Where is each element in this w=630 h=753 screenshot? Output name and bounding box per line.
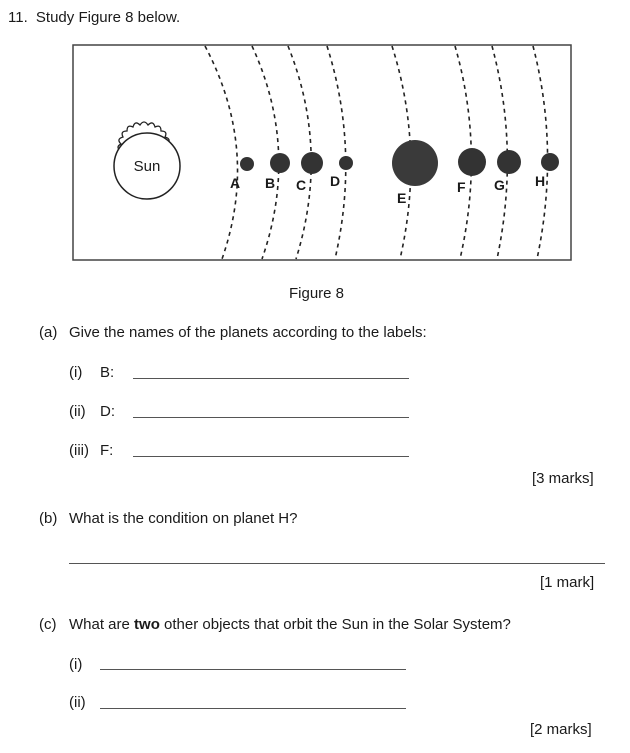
- planet-e: [392, 140, 438, 186]
- svg-text:C: C: [296, 177, 307, 193]
- part-a-item-2-letter: D:: [100, 403, 115, 420]
- part-c-text-post: other objects that orbit the Sun in the Solar System?: [159, 616, 511, 633]
- planet-g: [497, 150, 521, 174]
- answer-line-a-iii[interactable]: [133, 456, 409, 457]
- part-c-question: [69, 616, 511, 633]
- part-a-marks: [3 marks]: [532, 470, 594, 487]
- sun-label: Sun: [133, 158, 161, 175]
- figure-8: [0, 0, 630, 280]
- answer-line-c-ii[interactable]: [100, 708, 406, 709]
- svg-text:B: B: [265, 175, 276, 191]
- question-number: 11.: [8, 9, 28, 26]
- part-a-item-1-letter: B:: [100, 364, 115, 381]
- planets: [240, 140, 559, 186]
- part-c-text-pre: What are: [69, 616, 135, 633]
- part-a-label: (a): [39, 324, 58, 341]
- part-c-item-2-num: (ii): [69, 694, 86, 711]
- svg-text:F: F: [457, 179, 466, 195]
- part-c-text-bold: two: [134, 616, 160, 633]
- svg-text:A: A: [230, 175, 241, 191]
- part-b-question: What is the condition on planet H?: [69, 510, 298, 527]
- svg-text:D: D: [330, 173, 341, 189]
- part-a-question: Give the names of the planets according to the labels:: [69, 324, 427, 341]
- question-intro: Study Figure 8 below.: [35, 9, 181, 26]
- planet-b: [270, 153, 290, 173]
- svg-text:E: E: [397, 190, 407, 206]
- answer-line-a-i[interactable]: [133, 378, 409, 379]
- planet-c: [301, 152, 323, 174]
- part-a-item-3-num: (iii): [69, 442, 89, 459]
- figure-caption: Figure 8: [289, 285, 345, 302]
- part-a-item-1-num: (i): [69, 364, 83, 381]
- solar-system-diagram: [0, 0, 630, 280]
- part-a-item-2-num: (ii): [69, 403, 86, 420]
- part-a-item-3-letter: F:: [100, 442, 114, 459]
- planet-a: [240, 157, 254, 171]
- planet-d: [339, 156, 353, 170]
- part-c-item-1-num: (i): [69, 656, 83, 673]
- answer-line-b[interactable]: [69, 563, 605, 564]
- planet-h: [541, 153, 559, 171]
- part-c-label: (c): [39, 616, 57, 633]
- planet-f: [458, 148, 486, 176]
- svg-text:G: G: [494, 177, 505, 193]
- svg-text:H: H: [535, 173, 546, 189]
- part-b-marks: [1 mark]: [540, 574, 595, 591]
- orbit-lines: [205, 46, 548, 259]
- answer-line-a-ii[interactable]: [133, 417, 409, 418]
- part-c-marks: [2 marks]: [530, 721, 592, 738]
- part-b-label: (b): [39, 510, 58, 527]
- answer-line-c-i[interactable]: [100, 669, 406, 670]
